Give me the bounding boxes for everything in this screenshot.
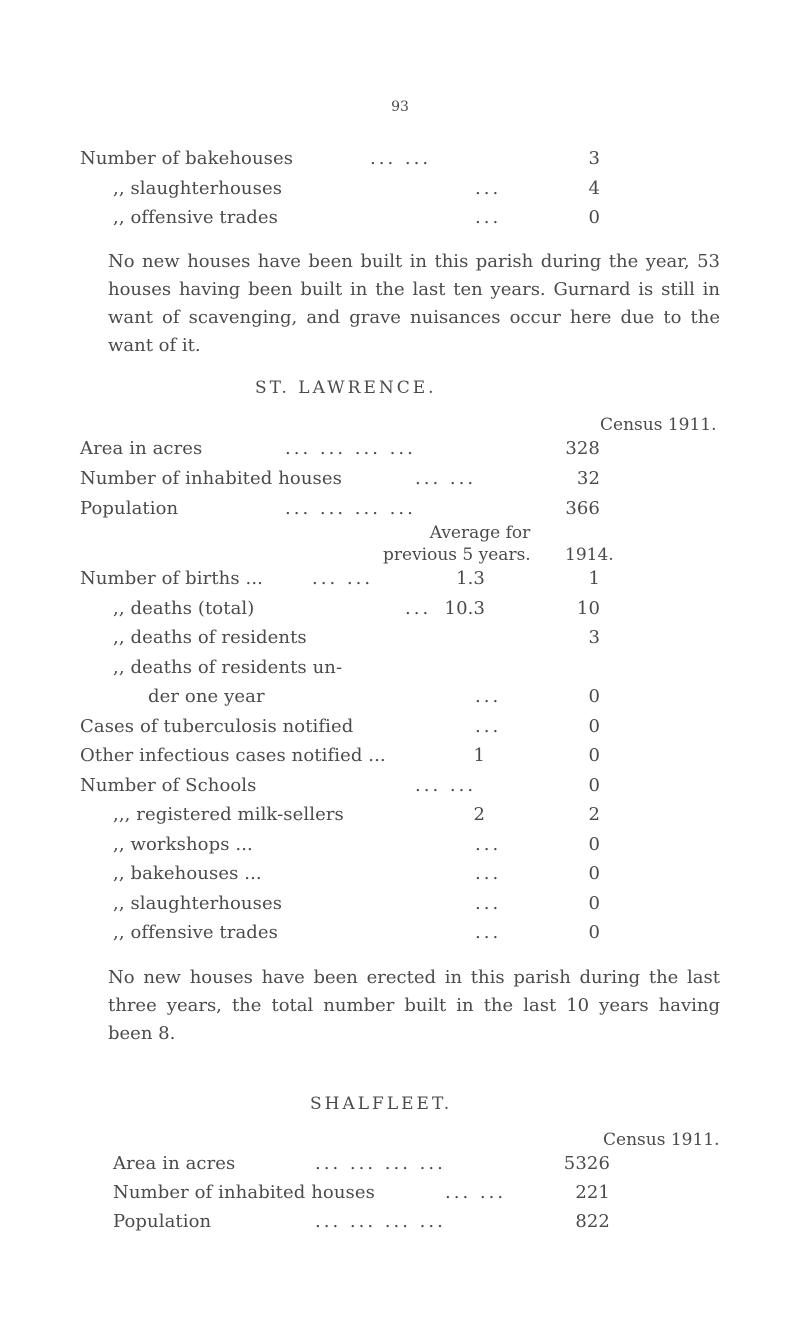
census-header: Census 1911.	[603, 1130, 720, 1150]
row-label: Other infectious cases notified ...	[80, 745, 386, 766]
row-leader-dots: ...	[475, 863, 502, 884]
row-leader-dots: ...	[475, 716, 502, 737]
row-label: ,, offensive trades	[113, 922, 278, 943]
row-label: Population	[80, 498, 179, 519]
row-label: Number of bakehouses	[80, 148, 294, 169]
row-value: 366	[565, 498, 600, 519]
row-label: der one year	[148, 686, 265, 707]
row-value: 2	[588, 804, 600, 825]
row-label: Area in acres	[80, 438, 203, 459]
row-value: 0	[588, 775, 600, 796]
paragraph-st-lawrence	[80, 964, 720, 1048]
row-value: 5326	[563, 1153, 610, 1174]
row-leader-dots: ...	[475, 686, 502, 707]
section-heading-st-lawrence: ST. LAWRENCE.	[255, 378, 437, 398]
row-leader-dots: ...	[475, 834, 502, 855]
row-value: 0	[588, 745, 600, 766]
row-value: 221	[575, 1182, 610, 1203]
row-value: 10	[576, 598, 600, 619]
row-value: 0	[588, 686, 600, 707]
row-average: 1.3	[456, 568, 485, 589]
row-value: 0	[588, 207, 600, 228]
row-leader-dots: ... ... ... ...	[315, 1211, 446, 1232]
row-label: ,, bakehouses ...	[113, 863, 262, 884]
row-label: ,, slaughterhouses	[113, 893, 283, 914]
average-header-line-2: previous 5 years.	[383, 545, 531, 565]
row-leader-dots: ... ...	[445, 1182, 507, 1203]
row-label: ,,, registered milk-sellers	[113, 804, 344, 825]
row-leader-dots: ...	[475, 922, 502, 943]
row-leader-dots: ... ...	[415, 468, 477, 489]
row-value: 3	[588, 148, 600, 169]
row-value: 32	[576, 468, 600, 489]
row-value: 0	[588, 893, 600, 914]
row-leader-dots: ... ...	[370, 148, 432, 169]
row-leader-dots: ... ... ... ...	[285, 438, 416, 459]
row-label: ,, offensive trades	[113, 207, 278, 228]
row-value: 822	[575, 1211, 610, 1232]
row-value: 0	[588, 863, 600, 884]
row-value: 3	[588, 627, 600, 648]
row-label: ,, deaths (total)	[113, 598, 255, 619]
row-value: 1	[588, 568, 600, 589]
row-label: ,, workshops ...	[113, 834, 253, 855]
row-value: 0	[588, 716, 600, 737]
row-average: 10.3	[444, 598, 485, 619]
row-average: 2	[473, 804, 485, 825]
census-header: Census 1911.	[600, 415, 717, 435]
row-label: ,, deaths of residents	[113, 627, 307, 648]
row-average: 1	[473, 745, 485, 766]
year-header: 1914.	[565, 545, 614, 565]
row-leader-dots: ... ... ... ...	[315, 1153, 446, 1174]
row-value: 0	[588, 922, 600, 943]
row-label: Number of inhabited houses	[113, 1182, 375, 1203]
row-value: 328	[565, 438, 600, 459]
row-label: Number of births ...	[80, 568, 263, 589]
section-heading-shalfleet: SHALFLEET.	[310, 1094, 453, 1114]
row-leader-dots: ...	[475, 893, 502, 914]
paragraph-text: No new houses have been erected in this parish during the last three years, the total number built in the last 10 years having been 8.	[108, 967, 720, 1044]
row-label: Number of Schools	[80, 775, 257, 796]
row-leader-dots: ...	[405, 598, 432, 619]
row-leader-dots: ... ... ... ...	[285, 498, 416, 519]
paragraph-text: No new houses have been built in this parish during the year, 53 houses having been built in the last ten years. Gurnard is still in want of scavenging, and grave nuisances occur here due to the want of it.	[108, 251, 720, 356]
paragraph-gurnard	[80, 248, 720, 360]
row-leader-dots: ... ...	[312, 568, 374, 589]
row-label: Number of inhabited houses	[80, 468, 342, 489]
page-number: 93	[391, 99, 409, 115]
row-leader-dots: ...	[475, 207, 502, 228]
row-label: Cases of tuberculosis notified	[80, 716, 354, 737]
row-leader-dots: ...	[475, 178, 502, 199]
row-label: Population	[113, 1211, 212, 1232]
row-label: Area in acres	[113, 1153, 236, 1174]
row-label: ,, deaths of residents un-	[113, 657, 343, 678]
row-label: ,, slaughterhouses	[113, 178, 283, 199]
average-header-line-1: Average for	[429, 523, 531, 543]
row-leader-dots: ... ...	[415, 775, 477, 796]
row-value: 0	[588, 834, 600, 855]
row-value: 4	[588, 178, 600, 199]
